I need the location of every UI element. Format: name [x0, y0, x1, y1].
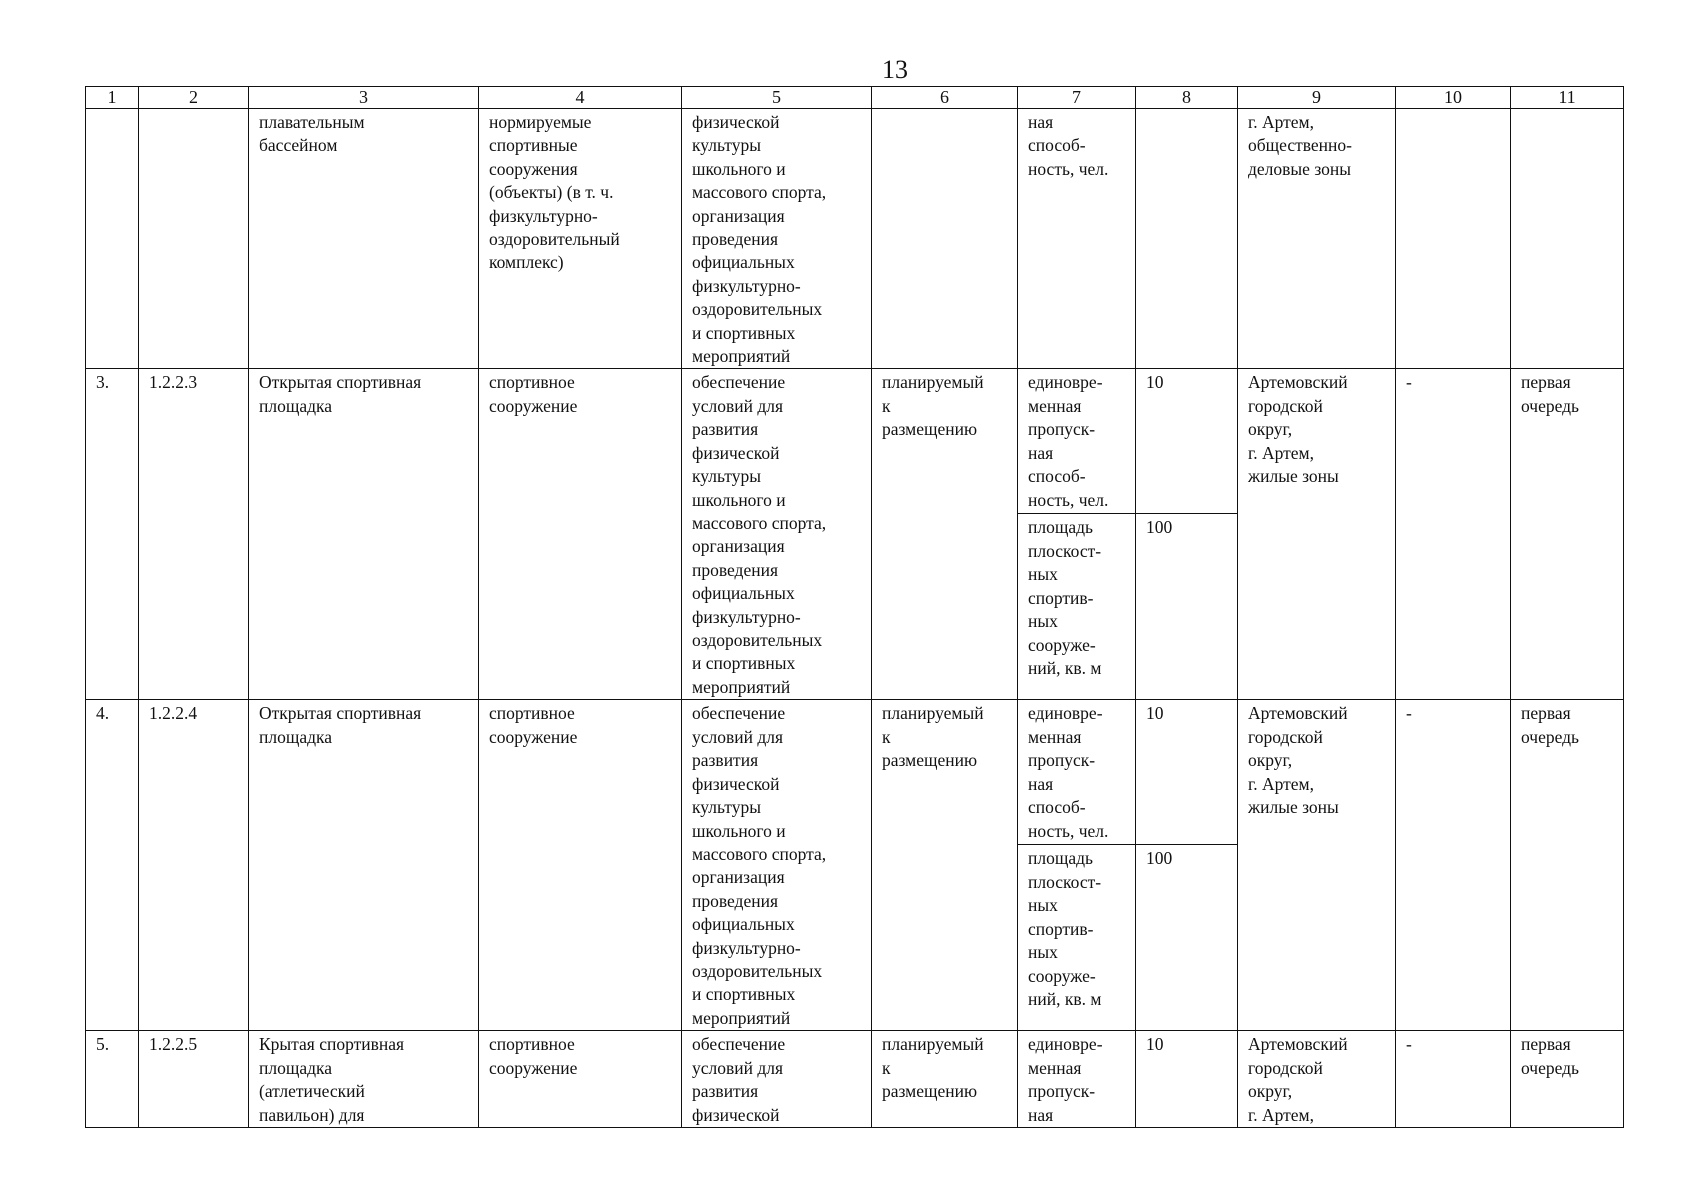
status-cell: планируемый к размещению: [872, 1031, 1018, 1128]
header-cell: 8: [1136, 87, 1238, 109]
zone-cell: -: [1396, 700, 1511, 1031]
row-number-cell: 4.: [86, 700, 139, 1031]
object-code-cell: [139, 109, 249, 369]
object-name-cell: Открытая спортивная площадка: [249, 700, 479, 1031]
header-cell: 9: [1238, 87, 1396, 109]
parameter-cell: площадь плоскост- ных спортив- ных сооруже- ний, кв. м: [1018, 514, 1136, 700]
planning-table: [85, 86, 1624, 1128]
page-number: 13: [882, 55, 908, 84]
zone-cell: [1396, 109, 1511, 369]
parameter-cell: ная способ- ность, чел.: [1018, 109, 1136, 369]
header-cell: 11: [1511, 87, 1624, 109]
header-cell: 5: [682, 87, 872, 109]
location-cell: г. Артем, общественно- деловые зоны: [1238, 109, 1396, 369]
stage-cell: [1511, 109, 1624, 369]
object-name-cell: Крытая спортивная площадка (атлетический павильон) для: [249, 1031, 479, 1128]
object-type-cell: спортивное сооружение: [479, 700, 682, 1031]
purpose-cell: физической культуры школьного и массового спорта, организация проведения официальных физкультурно- оздоровительных и спортивных мероприятий: [682, 109, 872, 369]
parameter-cell: единовре- менная пропуск- ная способ- ность, чел.: [1018, 700, 1136, 845]
value-cell: [1136, 109, 1238, 369]
purpose-cell: обеспечение условий для развития физической культуры школьного и массового спорта, организация проведения официальных физкультурно- оздоровительных и спортивных мероприятий: [682, 700, 872, 1031]
stage-cell: первая очередь: [1511, 1031, 1624, 1128]
object-code-cell: 1.2.2.3: [139, 369, 249, 700]
header-cell: 4: [479, 87, 682, 109]
status-cell: планируемый к размещению: [872, 700, 1018, 1031]
row-number-cell: [86, 109, 139, 369]
parameter-cell: единовре- менная пропуск- ная: [1018, 1031, 1136, 1128]
purpose-cell: обеспечение условий для развития физической: [682, 1031, 872, 1128]
object-code-cell: 1.2.2.4: [139, 700, 249, 1031]
location-cell: Артемовский городской округ, г. Артем,: [1238, 1031, 1396, 1128]
table-row: [86, 700, 1624, 845]
header-row: [86, 87, 1624, 109]
parameter-cell: площадь плоскост- ных спортив- ных сооруже- ний, кв. м: [1018, 845, 1136, 1031]
object-name-cell: плавательным бассейном: [249, 109, 479, 369]
object-type-cell: нормируемые спортивные сооружения (объекты) (в т. ч. физкультурно- оздоровительный комплекс): [479, 109, 682, 369]
purpose-cell: обеспечение условий для развития физической культуры школьного и массового спорта, организация проведения официальных физкультурно- оздоровительных и спортивных мероприятий: [682, 369, 872, 700]
object-type-cell: спортивное сооружение: [479, 369, 682, 700]
header-cell: 6: [872, 87, 1018, 109]
table-row: [86, 1031, 1624, 1128]
status-cell: [872, 109, 1018, 369]
header-cell: 3: [249, 87, 479, 109]
header-cell: 1: [86, 87, 139, 109]
object-code-cell: 1.2.2.5: [139, 1031, 249, 1128]
object-type-cell: спортивное сооружение: [479, 1031, 682, 1128]
header-cell: 10: [1396, 87, 1511, 109]
table-row: [86, 369, 1624, 514]
object-name-cell: Открытая спортивная площадка: [249, 369, 479, 700]
value-cell: 100: [1136, 845, 1238, 1031]
header-cell: 7: [1018, 87, 1136, 109]
table-row: [86, 109, 1624, 369]
stage-cell: первая очередь: [1511, 700, 1624, 1031]
zone-cell: -: [1396, 369, 1511, 700]
value-cell: 10: [1136, 700, 1238, 845]
location-cell: Артемовский городской округ, г. Артем, жилые зоны: [1238, 700, 1396, 1031]
row-number-cell: 5.: [86, 1031, 139, 1128]
location-cell: Артемовский городской округ, г. Артем, жилые зоны: [1238, 369, 1396, 700]
value-cell: 10: [1136, 369, 1238, 514]
zone-cell: -: [1396, 1031, 1511, 1128]
value-cell: 100: [1136, 514, 1238, 700]
row-number-cell: 3.: [86, 369, 139, 700]
parameter-cell: единовре- менная пропуск- ная способ- ность, чел.: [1018, 369, 1136, 514]
status-cell: планируемый к размещению: [872, 369, 1018, 700]
stage-cell: первая очередь: [1511, 369, 1624, 700]
header-cell: 2: [139, 87, 249, 109]
value-cell: 10: [1136, 1031, 1238, 1128]
